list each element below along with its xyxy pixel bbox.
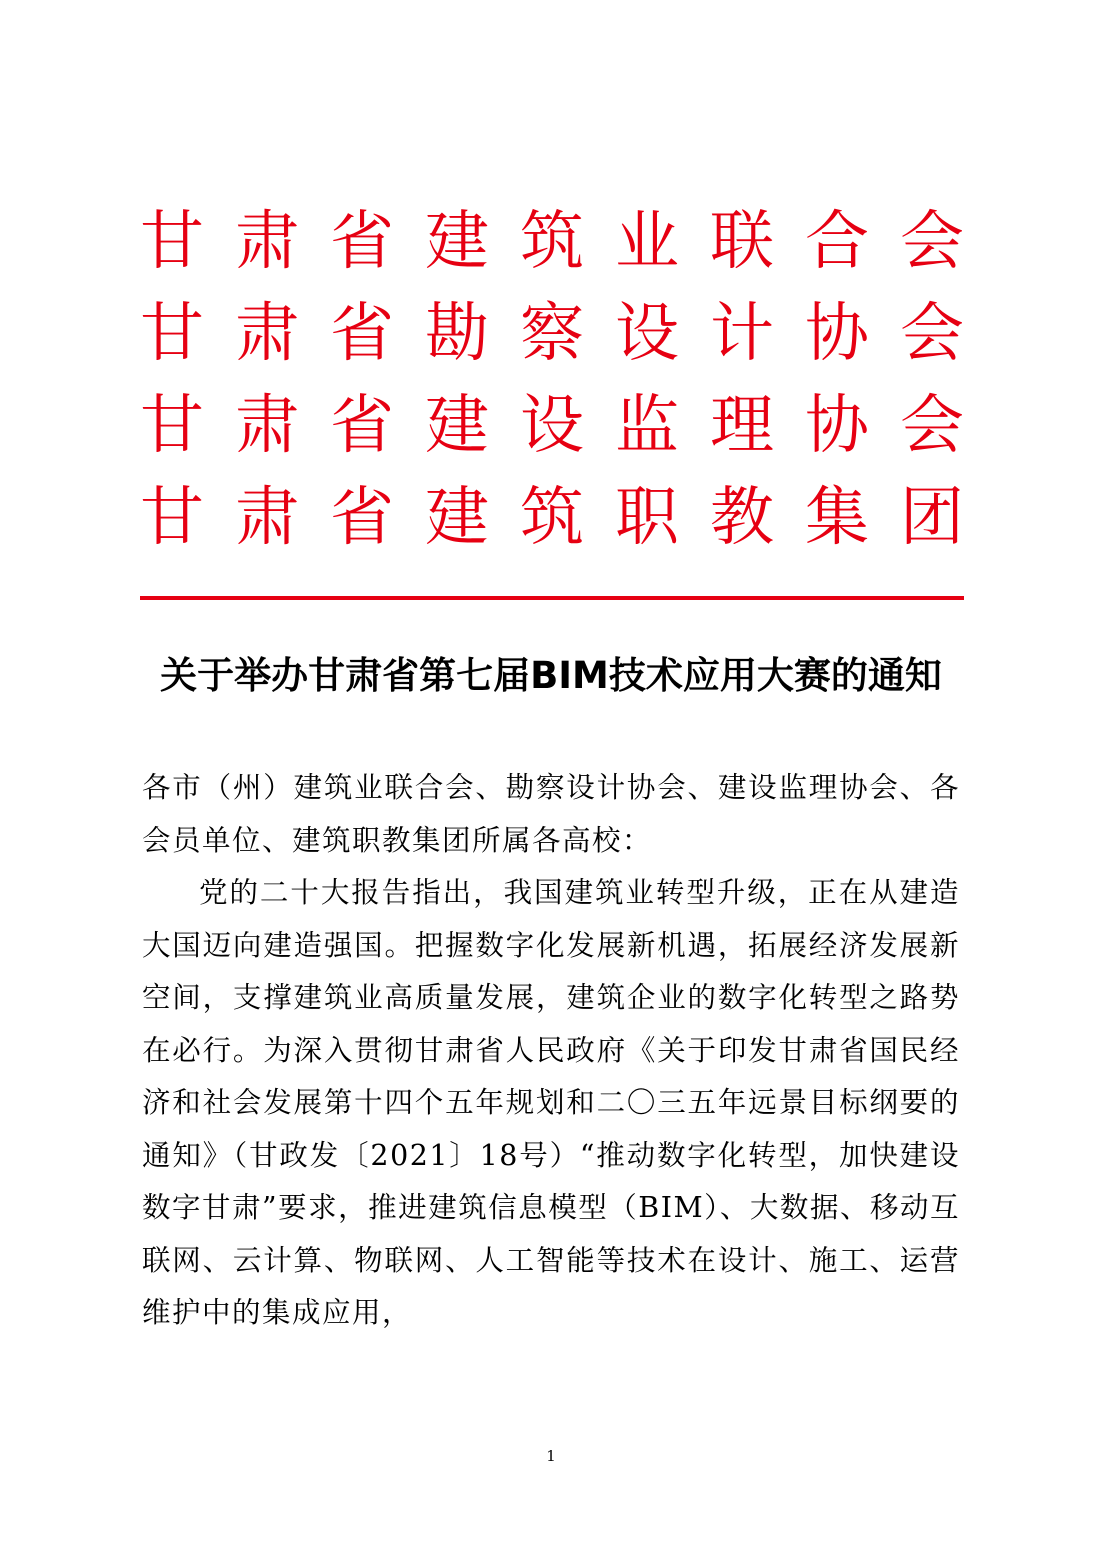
- document-body: [142, 762, 960, 1340]
- body-paragraph: 党的二十大报告指出，我国建筑业转型升级，正在从建造大国迈向建造强国。把握数字化发展新机遇，拓展经济发展新空间，支撑建筑业高质量发展，建筑企业的数字化转型之路势在必行。为深入贯彻甘肃省人民政府《关于印发甘肃省国民经济和社会发展第十四个五年规划和二〇三五年远景目标纲要的通知》（甘政发〔2021〕18号）“推动数字化转型，加快建设数字甘肃”要求，推进建筑信息模型（BIM）、大数据、移动互联网、云计算、物联网、人工智能等技术在设计、施工、运营维护中的集成应用，: [142, 876, 960, 1329]
- org-name-character: 肃: [235, 297, 299, 371]
- org-name-character: 建: [425, 205, 489, 279]
- org-name-character: 甘: [140, 205, 204, 279]
- addressee-paragraph: 各市（州）建筑业联合会、勘察设计协会、建设监理协会、各会员单位、建筑职教集团所属各高校：: [142, 771, 960, 857]
- org-name-character: 理: [710, 389, 774, 463]
- org-name-character: 职: [615, 481, 679, 555]
- org-name-character: 协: [805, 297, 869, 371]
- org-name-character: 会: [900, 297, 964, 371]
- org-name-character: 合: [805, 205, 869, 279]
- org-name-character: 团: [900, 481, 964, 555]
- org-name-character: 筑: [520, 205, 584, 279]
- org-name-character: 省: [330, 205, 394, 279]
- red-header-rule: [140, 596, 964, 600]
- org-name-character: 教: [710, 481, 774, 555]
- org-name-character: 省: [330, 297, 394, 371]
- org-name-character: 协: [805, 389, 869, 463]
- org-name-character: 甘: [140, 389, 204, 463]
- org-name-character: 勘: [425, 297, 489, 371]
- document-title: 关于举办甘肃省第七届BIM技术应用大赛的通知: [160, 654, 942, 697]
- org-line-1: [140, 196, 964, 288]
- org-name-character: 会: [900, 389, 964, 463]
- org-name-character: 肃: [235, 389, 299, 463]
- org-name-character: 省: [330, 481, 394, 555]
- org-name-character: 会: [900, 205, 964, 279]
- org-name-character: 业: [615, 205, 679, 279]
- org-name-character: 设: [615, 297, 679, 371]
- org-name-character: 计: [710, 297, 774, 371]
- org-name-character: 集: [805, 481, 869, 555]
- org-name-character: 监: [615, 389, 679, 463]
- org-name-character: 察: [520, 297, 584, 371]
- org-name-character: 肃: [235, 205, 299, 279]
- org-name-character: 联: [710, 205, 774, 279]
- org-line-3: [140, 380, 964, 472]
- org-name-character: 建: [425, 389, 489, 463]
- org-name-character: 肃: [235, 481, 299, 555]
- org-line-4: [140, 472, 964, 564]
- org-name-character: 甘: [140, 481, 204, 555]
- org-line-2: [140, 288, 964, 380]
- org-name-character: 省: [330, 389, 394, 463]
- issuing-organizations-header: [140, 196, 964, 564]
- page-number: 1: [546, 1447, 556, 1465]
- org-name-character: 设: [520, 389, 584, 463]
- org-name-character: 筑: [520, 481, 584, 555]
- org-name-character: 建: [425, 481, 489, 555]
- org-name-character: 甘: [140, 297, 204, 371]
